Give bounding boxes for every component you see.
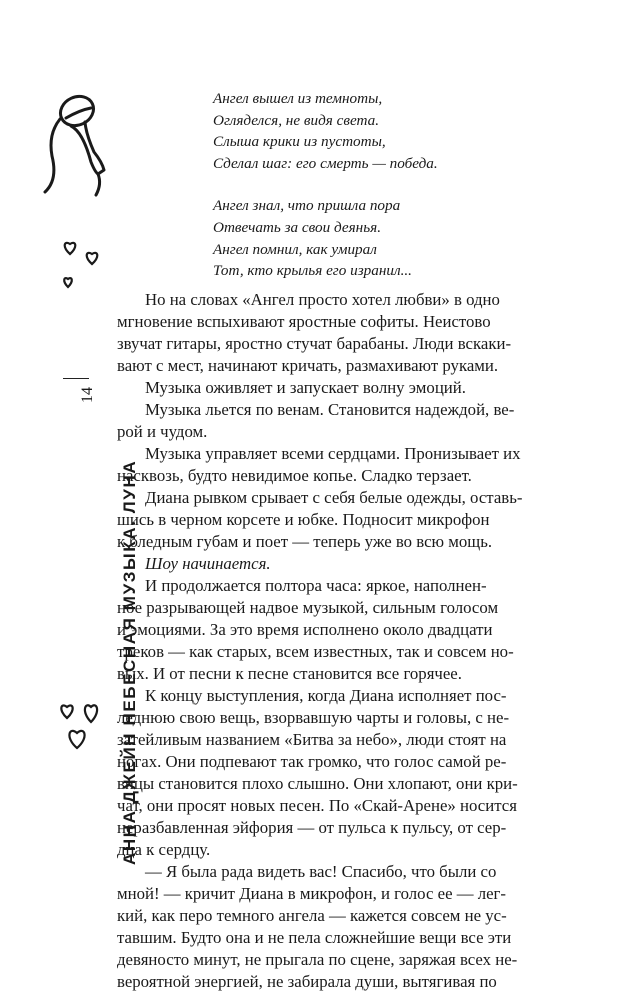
text-line: Музыка оживляет и запускает волну эмоций. (145, 378, 466, 397)
microphone-icon (40, 92, 120, 212)
text-line: Музыка управляет всеми сердцами. Пронизывает их (145, 444, 521, 463)
text-line: ногах. Они подпевают так громко, что голос самой ре- (117, 752, 507, 771)
poem-line: Тот, кто крылья его изранил... (213, 262, 412, 280)
poem-stanza (213, 195, 543, 281)
poem-line: Слыша крики из пустоты, (213, 133, 386, 151)
poem-line: Ангел знал, что пришла пора (213, 197, 401, 215)
text-line: мгновение вспыхивают яростные софиты. Неистово (117, 312, 491, 331)
text-line: звучат гитары, яростно стучат барабаны. Люди вскаки- (117, 334, 512, 353)
text-line: тавшим. Будто она и не пела сложнейшие вещи все эти (117, 928, 512, 947)
poem-line: Сделал шаг: его смерть — победа. (213, 154, 438, 172)
text-line: мной! — кричит Диана в микрофон, и голос ее — лег- (117, 884, 506, 903)
text-line: к бледным губам и поет — теперь уже во всю мощь. (117, 532, 493, 551)
paragraph (117, 575, 545, 685)
text-line: — Я была рада видеть вас! Спасибо, что были со (145, 862, 497, 881)
text-line: неразбавленная эйфория — от пульса к пульсу, от сер- (117, 818, 507, 837)
text-line: вицы становится плохо слышно. Они хлопают, они кри- (117, 774, 518, 793)
text-line: вероятной энергией, не забирала души, вытягивая по (117, 972, 497, 991)
text-line: рой и чудом. (117, 422, 208, 441)
paragraph (117, 377, 545, 399)
text-line: Диана рывком срывает с себя белые одежды, оставь- (145, 488, 523, 507)
poem-epigraph (213, 88, 543, 303)
poem-stanza (213, 88, 543, 174)
text-line: чат, они просят новых песен. По «Скай-Арене» носится (117, 796, 517, 815)
paragraph (117, 443, 545, 487)
hearts-decoration-icon (55, 232, 110, 292)
text-line: кий, как перо темного ангела — кажется совсем не ус- (117, 906, 507, 925)
text-line: Шоу начинается. (145, 554, 271, 573)
text-line: ное разрывающей надвое музыкой, сильным голосом (117, 598, 499, 617)
poem-line: Огляделся, не видя света. (213, 111, 380, 129)
text-line: Но на словах «Ангел просто хотел любви» в одно (145, 290, 500, 309)
body-text (117, 289, 545, 993)
paragraph (117, 861, 545, 993)
poem-line: Ангел помнил, как умирал (213, 240, 377, 258)
paragraph (117, 289, 545, 377)
text-line: девяносто минут, не прыгала по сцене, заряжая всех не- (117, 950, 518, 969)
paragraph (117, 553, 545, 575)
text-line: вают с мест, начинают кричать, размахивают руками. (117, 356, 499, 375)
text-line: К концу выступления, когда Диана исполняет пос- (145, 686, 507, 705)
text-line: треков — как старых, всем известных, так и совсем но- (117, 642, 514, 661)
text-line: шись в черном корсете и юбке. Подносит микрофон (117, 510, 490, 529)
text-line: затейливым названием «Битва за небо», люди стоят на (117, 730, 507, 749)
page-number: 14 (79, 387, 96, 403)
paragraph (117, 685, 545, 861)
text-line: и эмоциями. За это время исполнено около двадцати (117, 620, 493, 639)
poem-line: Ангел вышел из темноты, (213, 90, 383, 107)
text-line: дца к сердцу. (117, 840, 211, 859)
text-line: И продолжается полтора часа: яркое, наполнен- (145, 576, 487, 595)
running-head-text: АННА ДЖЕЙН НЕБЕСНАЯ МУЗЫКА. ЛУНА (120, 459, 139, 865)
paragraph (117, 399, 545, 443)
paragraph (117, 487, 545, 553)
text-line: вых. И от песни к песне становится все горячее. (117, 664, 462, 683)
poem-line: Отвечать за свои деянья. (213, 218, 381, 236)
text-line: леднюю свою вещь, взорвавшую чарты и головы, с не- (117, 708, 510, 727)
text-line: насквозь, будто невидимое копье. Сладко терзает. (117, 466, 472, 485)
text-line: Музыка льется по венам. Становится надеждой, ве- (145, 400, 515, 419)
